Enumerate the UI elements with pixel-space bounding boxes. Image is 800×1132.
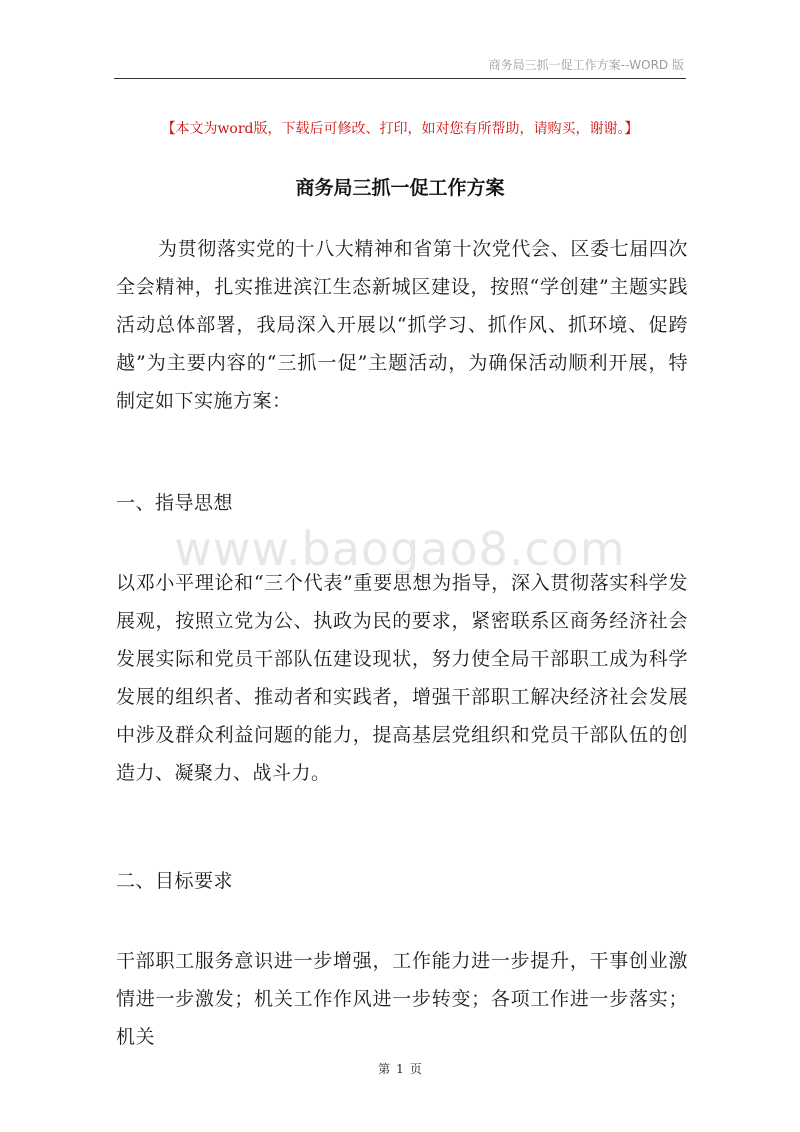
section-heading-guiding-ideology: 一、指导思想 [116, 492, 234, 514]
header-text: 商务局三抓一促工作方案--WORD 版 [488, 58, 684, 72]
page-number-suffix: 页 [409, 1062, 422, 1076]
page-number: 1 [396, 1062, 404, 1076]
watermark: www.baogao8.com [174, 522, 626, 576]
download-notice: 【本文为word版，下载后可修改、打印，如对您有所帮助，请购买，谢谢。】 [161, 121, 639, 137]
page-header [114, 50, 686, 79]
section-heading-goals: 二、目标要求 [116, 870, 234, 892]
intro-paragraph: 为贯彻落实党的十八大精神和省第十次党代会、区委七届四次全会精神，扎实推进滨江生态新城区建设，按照“学创建”主题实践活动总体部署，我局深入开展以“抓学习、抓作风、抓环境、促跨越”为主要内容的“三抓一促”主题活动，为确保活动顺利开展，特制定如下实施方案： [116, 238, 688, 412]
page-number-prefix: 第 [378, 1062, 391, 1076]
page-footer [0, 1060, 800, 1077]
guiding-ideology-paragraph: 以邓小平理论和“三个代表”重要思想为指导，深入贯彻落实科学发展观，按照立党为公、执政为民的要求，紧密联系区商务经济社会发展实际和党员干部队伍建设现状，努力使全局干部职工成为科学发展的组织者、推动者和实践者，增强干部职工解决经济社会发展中涉及群众利益问题的能力，提高基层党组织和党员干部队伍的创造力、凝聚力、战斗力。 [116, 572, 688, 784]
document-title: 商务局三抓一促工作方案 [295, 177, 505, 199]
goals-paragraph: 干部职工服务意识进一步增强，工作能力进一步提升，干事创业激情进一步激发；机关工作作风进一步转变；各项工作进一步落实；机关 [116, 950, 688, 1048]
